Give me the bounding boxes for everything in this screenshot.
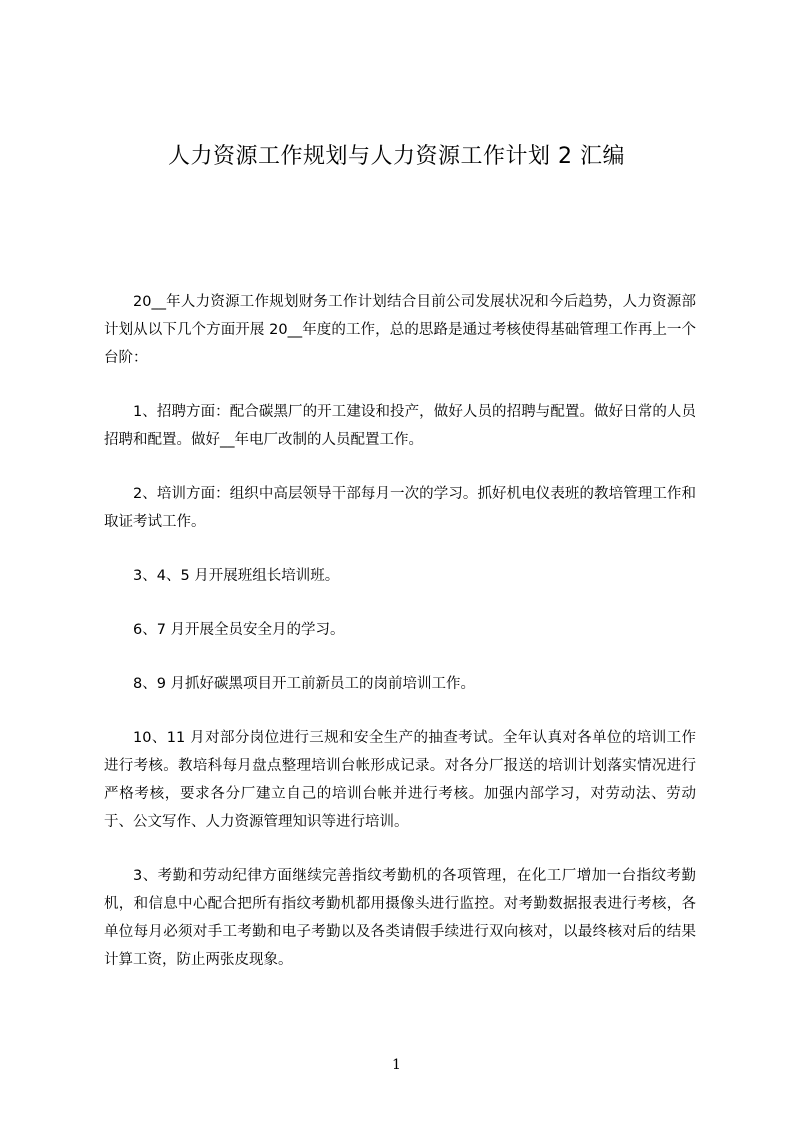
paragraph-march-may: 3、4、5 月开展班组长培训班。	[133, 568, 340, 584]
page-number: 1	[392, 1057, 401, 1073]
document-body	[104, 288, 696, 1000]
document-title: 人力资源工作规划与人力资源工作计划 2 汇编	[168, 144, 625, 169]
paragraph-attendance: 3、考勤和劳动纪律方面继续完善指纹考勤机的各项管理，在化工厂增加一台指纹考勤机，和信息中心配合把所有指纹考勤机都用摄像头进行监控。对考勤数据报表进行考核，各单位每月必须对手工考勤和电子考勤以及各类请假手续进行双向核对，以最终核对后的结果计算工资，防止两张皮现象。	[104, 868, 696, 968]
paragraph-aug-sep: 8、9 月抓好碳黑项目开工前新员工的岗前培训工作。	[133, 676, 476, 692]
paragraph-training: 2、培训方面：组织中高层领导干部每月一次的学习。抓好机电仪表班的教培管理工作和取证考试工作。	[104, 486, 696, 530]
paragraph-intro: 20__年人力资源工作规划财务工作计划结合目前公司发展状况和今后趋势，人力资源部计划从以下几个方面开展 20__年度的工作，总的思路是通过考核使得基础管理工作再上一个台阶：	[104, 294, 696, 366]
paragraph-oct-nov: 10、11 月对部分岗位进行三规和安全生产的抽查考试。全年认真对各单位的培训工作进行考核。教培科每月盘点整理培训台帐形成记录。对各分厂报送的培训计划落实情况进行严格考核，要求各分厂建立自己的培训台帐并进行考核。加强内部学习，对劳动法、劳动于、公文写作、人力资源管理知识等进行培训。	[104, 730, 696, 830]
paragraph-recruitment: 1、招聘方面：配合碳黑厂的开工建设和投产，做好人员的招聘与配置。做好日常的人员招聘和配置。做好__年电厂改制的人员配置工作。	[104, 404, 696, 448]
paragraph-june-july: 6、7 月开展全员安全月的学习。	[133, 622, 345, 638]
